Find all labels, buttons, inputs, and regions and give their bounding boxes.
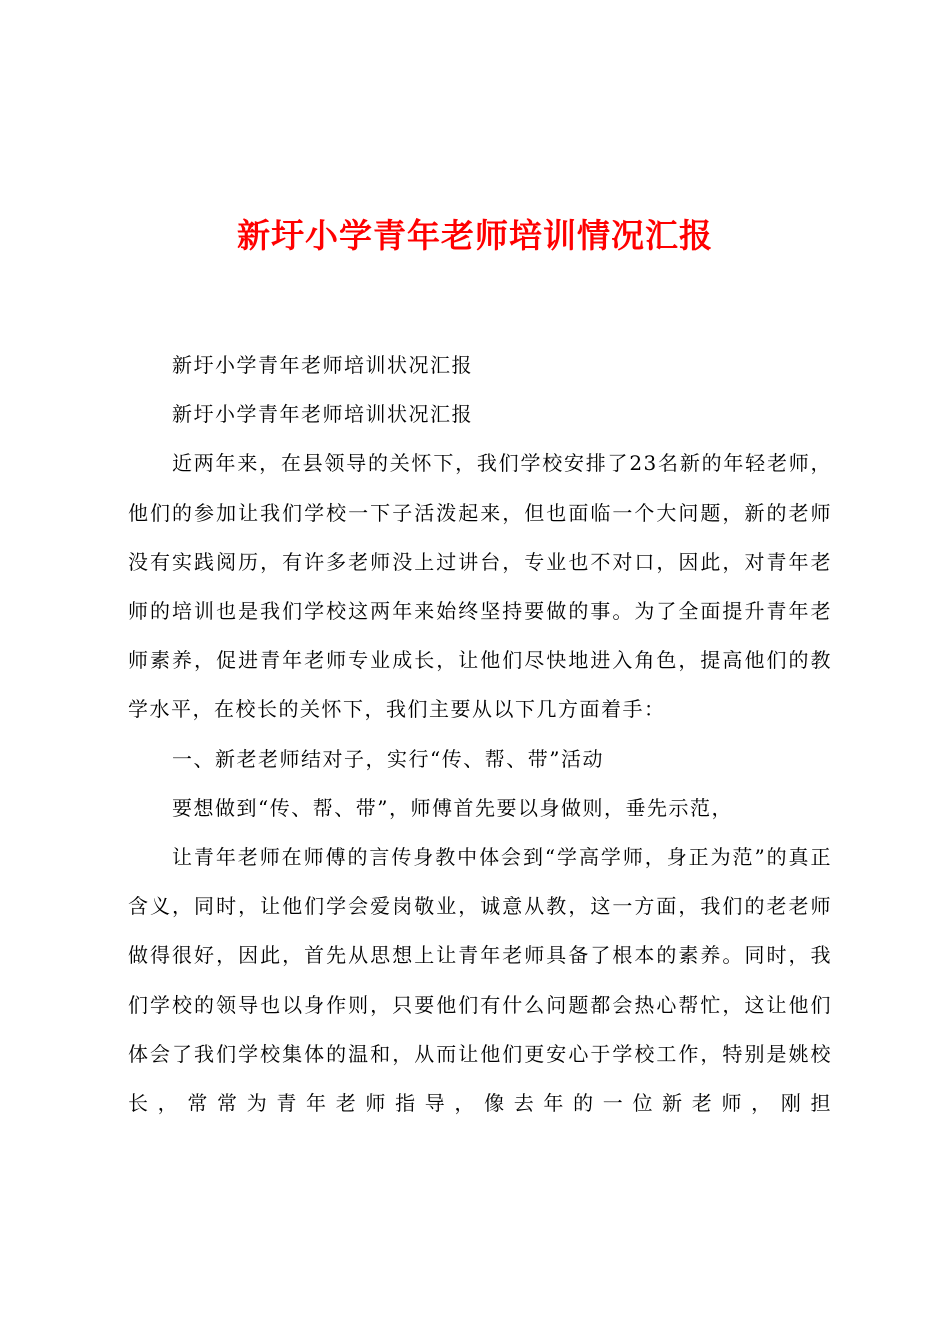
document-title: 新圩小学青年老师培训情况汇报 <box>237 216 713 255</box>
body-paragraph: 要想做到“传、帮、带”，师傅首先要以身做则，垂先示范， <box>172 795 733 820</box>
subtitle-line: 新圩小学青年老师培训状况汇报 <box>172 353 473 377</box>
section-heading: 一、新老老师结对子，实行“传、帮、带”活动 <box>172 746 604 771</box>
body-paragraph: 让青年老师在师傅的言传身教中体会到“学高学师，身正为范”的真正含义，同时，让他们学会爱岗敬业，诚意从教，这一方面，我们的老老师做得很好，因此，首先从思想上让青年老师具备了根本的素养。同时，我们学校的领导也以身作则，只要他们有什么问题都会热心帮忙，这让他们体会了我们学校集体的温和，从而让他们更安心于学校工作，特别是姚校长，常常为青年老师指导，像去年的一位新老师，刚担 <box>128 845 832 1116</box>
body-paragraph: 近两年来，在县领导的关怀下，我们学校安排了23名新的年轻老师，他们的参加让我们学校一下子活泼起来，但也面临一个大问题，新的老师没有实践阅历，有许多老师没上过讲台，专业也不对口，因此，对青年老师的培训也是我们学校这两年来始终坚持要做的事。为了全面提升青年老师素养，促进青年老师专业成长，让他们尽快地进入角色，提高他们的教学水平，在校长的关怀下，我们主要从以下几方面着手： <box>128 451 832 722</box>
document-body <box>128 341 832 1128</box>
subtitle-line: 新圩小学青年老师培训状况汇报 <box>172 402 473 427</box>
